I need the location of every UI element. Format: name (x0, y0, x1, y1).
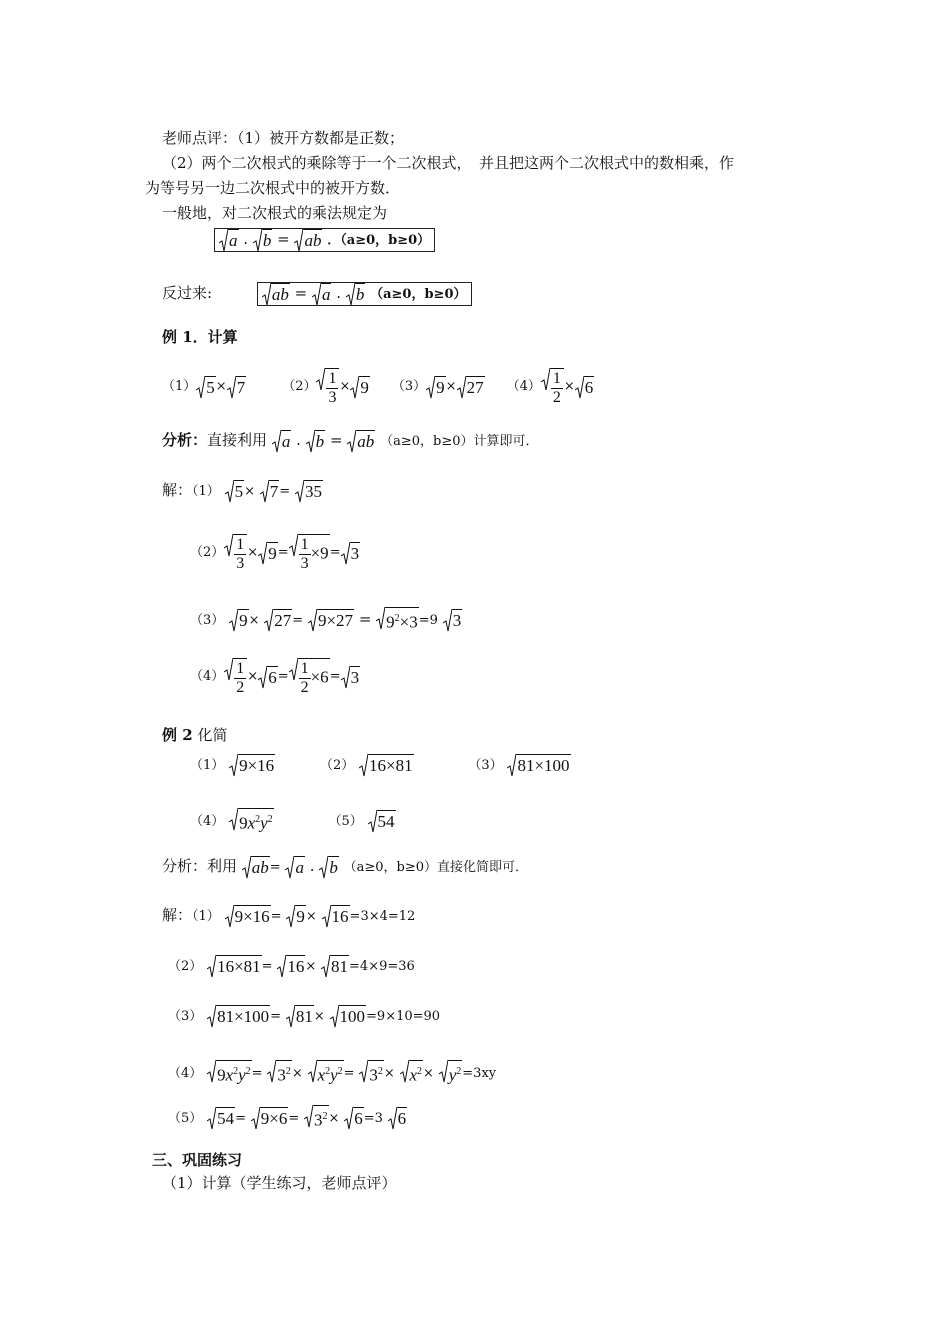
solution-2-2: （2） 16×81= 16× 81=4×9=36 (168, 957, 415, 976)
rule-condition-2: （a≥0，b≥0） (370, 287, 467, 302)
analysis-1: 分析：直接利用 a . b = ab （a≥0，b≥0）计算即可． (162, 431, 539, 451)
solution-1-1: 解：（1） 5× 7= 35 (162, 481, 322, 501)
teacher-comment-3: 为等号另一边二次根式中的被开方数． (145, 179, 401, 197)
solution-1-2: （2） $\frac{1}{3}$ × 9 = $\frac{1}{3}$ ×9 = 3 (190, 535, 360, 572)
solution-1-4: （4） $\frac{1}{2}$ × 6 = $\frac{1}{2}$ ×6 = 3 (190, 659, 360, 696)
solution-2-5: （5） 54= 9×6= $3^2\times$ 6=3 6 (168, 1105, 407, 1131)
rule-box-2: ab = a . b （a≥0，b≥0） (257, 282, 472, 306)
teacher-comment-1: 老师点评：（1）被开方数都是正数； (162, 129, 405, 147)
analysis-2: 分析：利用 ab= a . b （a≥0，b≥0）直接化简即可． (162, 857, 529, 877)
example-2-problems-b: （4） $9x^2y^2$ （5） 54 (190, 808, 396, 834)
example-2-problems-a: （1） 9×16 （2） 16×81 （3） 81×100 (190, 756, 570, 775)
solution-1-3: （3） 9× 27= 9×27 = $9^2\times 3=9$ 3 (190, 607, 462, 633)
solution-2-1: 解：（1） 9×16= 9× 16=3×4=12 (162, 906, 416, 926)
solution-2-3: （3） 81×100= 81× 100=9×10=90 (168, 1007, 441, 1026)
solution-2-4: （4） $9x^2y^2=$ $3^2\times$ $x^2y^2=$ $3^2\times$ $x^2\times$ $y^2=3xy$ (168, 1060, 496, 1086)
example-1-problems: （1） 5 × 7 （2） $\frac{1}{3}$ × 9 （3） 9 × 27 （4） $\frac{1}{2}$ × 6 (162, 369, 594, 406)
section-3-item-1: （1）计算（学生练习，老师点评） (162, 1174, 397, 1192)
rule-condition-1: ．（a≥0，b≥0） (327, 233, 431, 248)
rule-formula-2 (162, 282, 472, 306)
reverse-label: 反过来: (162, 284, 213, 302)
rule-box-1: a . b = ab ．（a≥0，b≥0） (214, 228, 435, 252)
teacher-comment-2: （2）两个二次根式的乘除等于一个二次根式， 并且把这两个二次根式中的数相乘，作 (162, 154, 735, 172)
example-2-title: 例 2 化简 (162, 726, 228, 744)
section-3-title: 三、巩固练习 (152, 1151, 243, 1169)
rule-formula-1 (214, 228, 435, 252)
general-rule-intro: 一般地，对二次根式的乘法规定为 (162, 204, 388, 222)
example-1-title: 例 1．计算 (162, 328, 238, 346)
